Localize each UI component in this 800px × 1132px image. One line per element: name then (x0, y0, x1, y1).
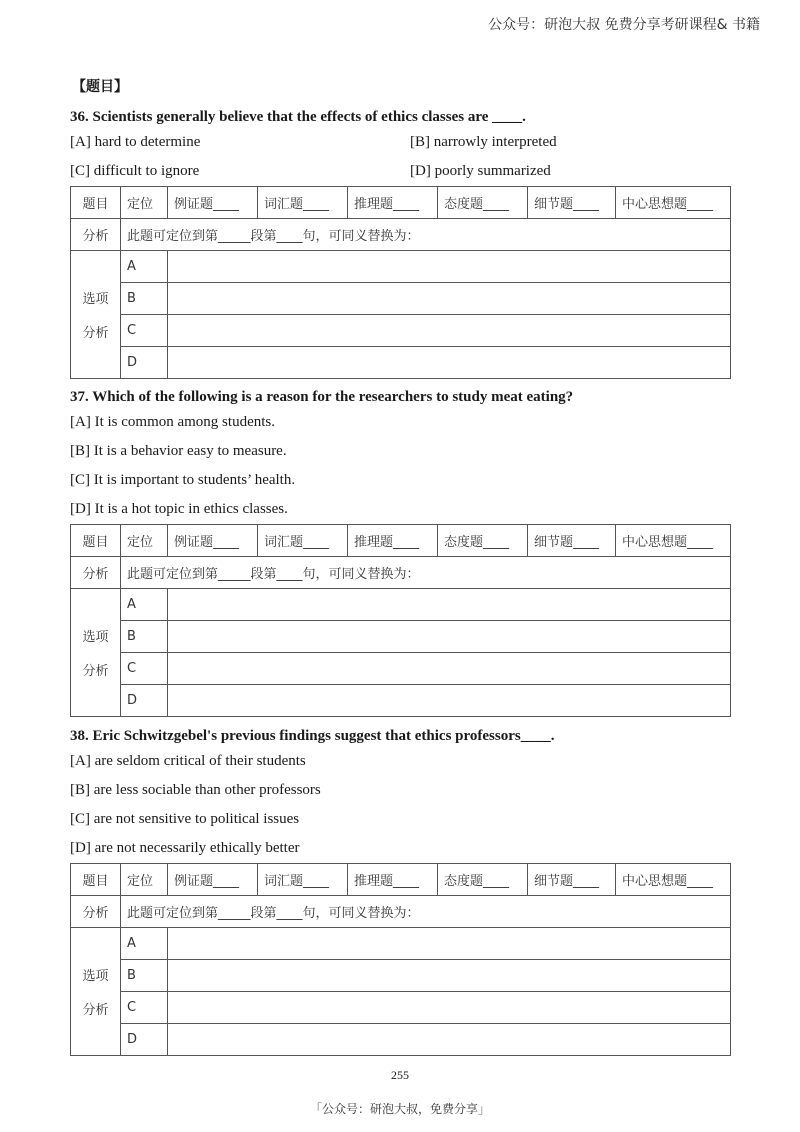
page-number: 255 (391, 1068, 409, 1082)
option-c-analysis-field[interactable] (168, 653, 731, 685)
footer-note: 「公众号：研泡大叔，免费分享」 (309, 1102, 490, 1116)
topic-label: 题目 (71, 525, 121, 557)
option-d: [D] are not necessarily ethically better (70, 840, 300, 856)
analysis-table (70, 524, 731, 717)
option-letter: D (121, 685, 168, 717)
analysis-label: 分析 (71, 557, 121, 589)
option-b-analysis-field[interactable] (168, 621, 731, 653)
option-letter: D (121, 1024, 168, 1056)
type-inference: 推理题____ (348, 525, 438, 557)
locate-sentence-field[interactable]: 此题可定位到第_____段第____句，可同义替换为： (121, 557, 731, 589)
type-example: 例证题____ (168, 864, 258, 896)
option-letter: C (121, 992, 168, 1024)
type-example: 例证题____ (168, 525, 258, 557)
option-letter: A (121, 589, 168, 621)
type-example: 例证题____ (168, 187, 258, 219)
option-list (70, 128, 730, 186)
option-b-analysis-field[interactable] (168, 960, 731, 992)
locate-label: 定位 (121, 864, 168, 896)
locate-sentence-field[interactable]: 此题可定位到第_____段第____句，可同义替换为： (121, 219, 731, 251)
option-c: [C] are not sensitive to political issues (70, 811, 300, 827)
type-detail: 细节题____ (528, 864, 616, 896)
option-letter: A (121, 928, 168, 960)
analysis-table (70, 186, 731, 379)
topic-label: 题目 (71, 864, 121, 896)
question-36 (70, 106, 730, 379)
option-a: [A] hard to determine (70, 134, 201, 150)
analysis-label: 分析 (71, 896, 121, 928)
option-a-analysis-field[interactable] (168, 928, 731, 960)
header-note: 公众号：研泡大叔 免费分享考研课程& 书籍 (488, 17, 760, 33)
analysis-label: 分析 (71, 219, 121, 251)
option-d-analysis-field[interactable] (168, 1024, 731, 1056)
option-c-analysis-field[interactable] (168, 315, 731, 347)
locate-label: 定位 (121, 525, 168, 557)
option-analysis-label: 选项 分析 (71, 251, 121, 379)
type-attitude: 态度题____ (438, 525, 528, 557)
question-stem: 37. Which of the following is a reason for the researchers to study meat eating? (70, 389, 574, 405)
question-38 (70, 725, 730, 1056)
option-a: [A] are seldom critical of their students (70, 753, 306, 769)
topic-label: 题目 (71, 187, 121, 219)
type-inference: 推理题____ (348, 864, 438, 896)
type-main-idea: 中心思想题____ (616, 525, 731, 557)
type-vocabulary: 词汇题____ (258, 864, 348, 896)
option-analysis-label: 选项 分析 (71, 928, 121, 1056)
question-stem: 38. Eric Schwitzgebel's previous findings suggest that ethics professors____. (70, 728, 555, 744)
locate-label: 定位 (121, 187, 168, 219)
option-d-analysis-field[interactable] (168, 347, 731, 379)
option-a-analysis-field[interactable] (168, 589, 731, 621)
option-d: [D] poorly summarized (410, 163, 551, 179)
option-c: [C] It is important to students’ health. (70, 472, 296, 488)
option-b-analysis-field[interactable] (168, 283, 731, 315)
option-letter: B (121, 283, 168, 315)
option-c-analysis-field[interactable] (168, 992, 731, 1024)
option-c: [C] difficult to ignore (70, 163, 200, 179)
locate-sentence-field[interactable]: 此题可定位到第_____段第____句，可同义替换为： (121, 896, 731, 928)
option-letter: A (121, 251, 168, 283)
option-b: [B] are less sociable than other professors (70, 782, 321, 798)
type-detail: 细节题____ (528, 525, 616, 557)
type-main-idea: 中心思想题____ (616, 187, 731, 219)
type-inference: 推理题____ (348, 187, 438, 219)
option-a: [A] It is common among students. (70, 414, 275, 430)
option-d-analysis-field[interactable] (168, 685, 731, 717)
analysis-table (70, 863, 731, 1056)
option-list (70, 747, 730, 863)
option-a-analysis-field[interactable] (168, 251, 731, 283)
type-attitude: 态度题____ (438, 187, 528, 219)
type-main-idea: 中心思想题____ (616, 864, 731, 896)
type-vocabulary: 词汇题____ (258, 525, 348, 557)
option-letter: D (121, 347, 168, 379)
question-stem: 36. Scientists generally believe that the effects of ethics classes are ____. (70, 109, 526, 125)
type-vocabulary: 词汇题____ (258, 187, 348, 219)
type-detail: 细节题____ (528, 187, 616, 219)
option-letter: B (121, 621, 168, 653)
option-analysis-label: 选项 分析 (71, 589, 121, 717)
option-letter: C (121, 653, 168, 685)
option-letter: C (121, 315, 168, 347)
option-b: [B] It is a behavior easy to measure. (70, 443, 287, 459)
type-attitude: 态度题____ (438, 864, 528, 896)
question-37 (70, 386, 730, 717)
section-label: 【题目】 (72, 79, 128, 95)
option-list (70, 408, 730, 524)
option-d: [D] It is a hot topic in ethics classes. (70, 501, 288, 517)
option-letter: B (121, 960, 168, 992)
option-b: [B] narrowly interpreted (410, 134, 557, 150)
